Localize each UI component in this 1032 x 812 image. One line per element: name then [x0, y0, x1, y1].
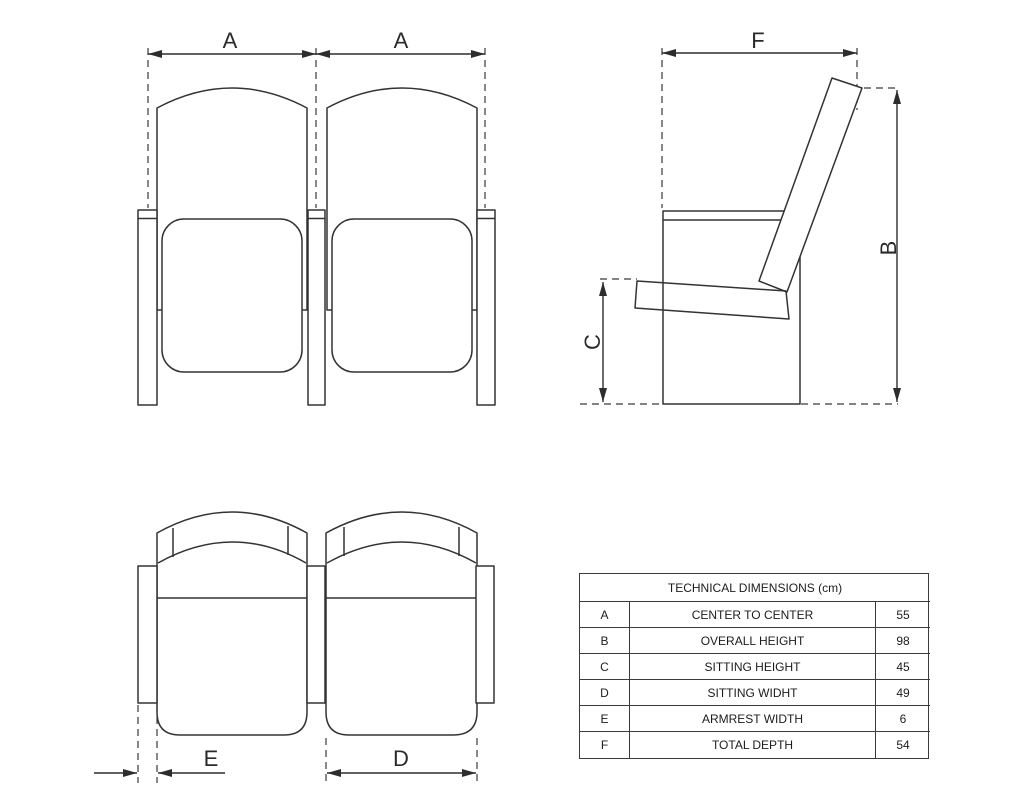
- table-row-name: CENTER TO CENTER: [630, 602, 876, 628]
- plan-seat2-outline: [326, 512, 477, 735]
- plan-armrest-middle: [307, 566, 325, 703]
- side-backrest: [759, 78, 862, 292]
- table-row-letter: A: [580, 602, 630, 628]
- dimension-label-a-left: A: [222, 28, 238, 53]
- leg-left: [138, 210, 157, 405]
- leg-middle: [308, 210, 325, 405]
- dimension-label-a-right: A: [393, 28, 409, 53]
- dimensions-table: [579, 573, 929, 759]
- dimension-label-f: F: [751, 28, 765, 53]
- seat2-cushion: [332, 219, 472, 372]
- table-row-name: OVERALL HEIGHT: [630, 628, 876, 654]
- table-row-value: 54: [896, 738, 910, 752]
- table-row-letter: E: [580, 706, 630, 732]
- table-row-value: 55: [876, 602, 930, 628]
- table-row-value: 45: [876, 654, 930, 680]
- plan-armrest-left: [138, 566, 157, 703]
- dimension-label-d: D: [393, 746, 409, 771]
- front-view: [138, 28, 495, 405]
- table-row-letter: C: [580, 654, 630, 680]
- table-row-value: 98: [876, 628, 930, 654]
- seat1-cushion: [162, 219, 302, 372]
- plan-seat1-outline: [157, 512, 307, 735]
- table-title: TECHNICAL DIMENSIONS (cm): [580, 574, 930, 602]
- table-row-letter: F: [580, 732, 630, 758]
- table-row-name: SITTING WIDHT: [630, 680, 876, 706]
- dimension-label-e: E: [203, 746, 219, 771]
- table-row-name: TOTAL DEPTH: [630, 732, 876, 758]
- plan-armrest-right: [476, 566, 494, 703]
- plan-view: [94, 512, 494, 783]
- dimension-label-b: B: [876, 240, 901, 256]
- table-row-name: SITTING HEIGHT: [630, 654, 876, 680]
- table-row-value: 49: [876, 680, 930, 706]
- table-row-letter: D: [580, 680, 630, 706]
- ext-line-e: [138, 705, 157, 783]
- leg-right: [477, 210, 495, 405]
- table-row-value: 6: [876, 706, 930, 732]
- table-row-name: ARMREST WIDTH: [630, 706, 876, 732]
- table-row-letter: B: [580, 628, 630, 654]
- side-view: [580, 28, 901, 404]
- dimension-label-c: C: [580, 334, 605, 350]
